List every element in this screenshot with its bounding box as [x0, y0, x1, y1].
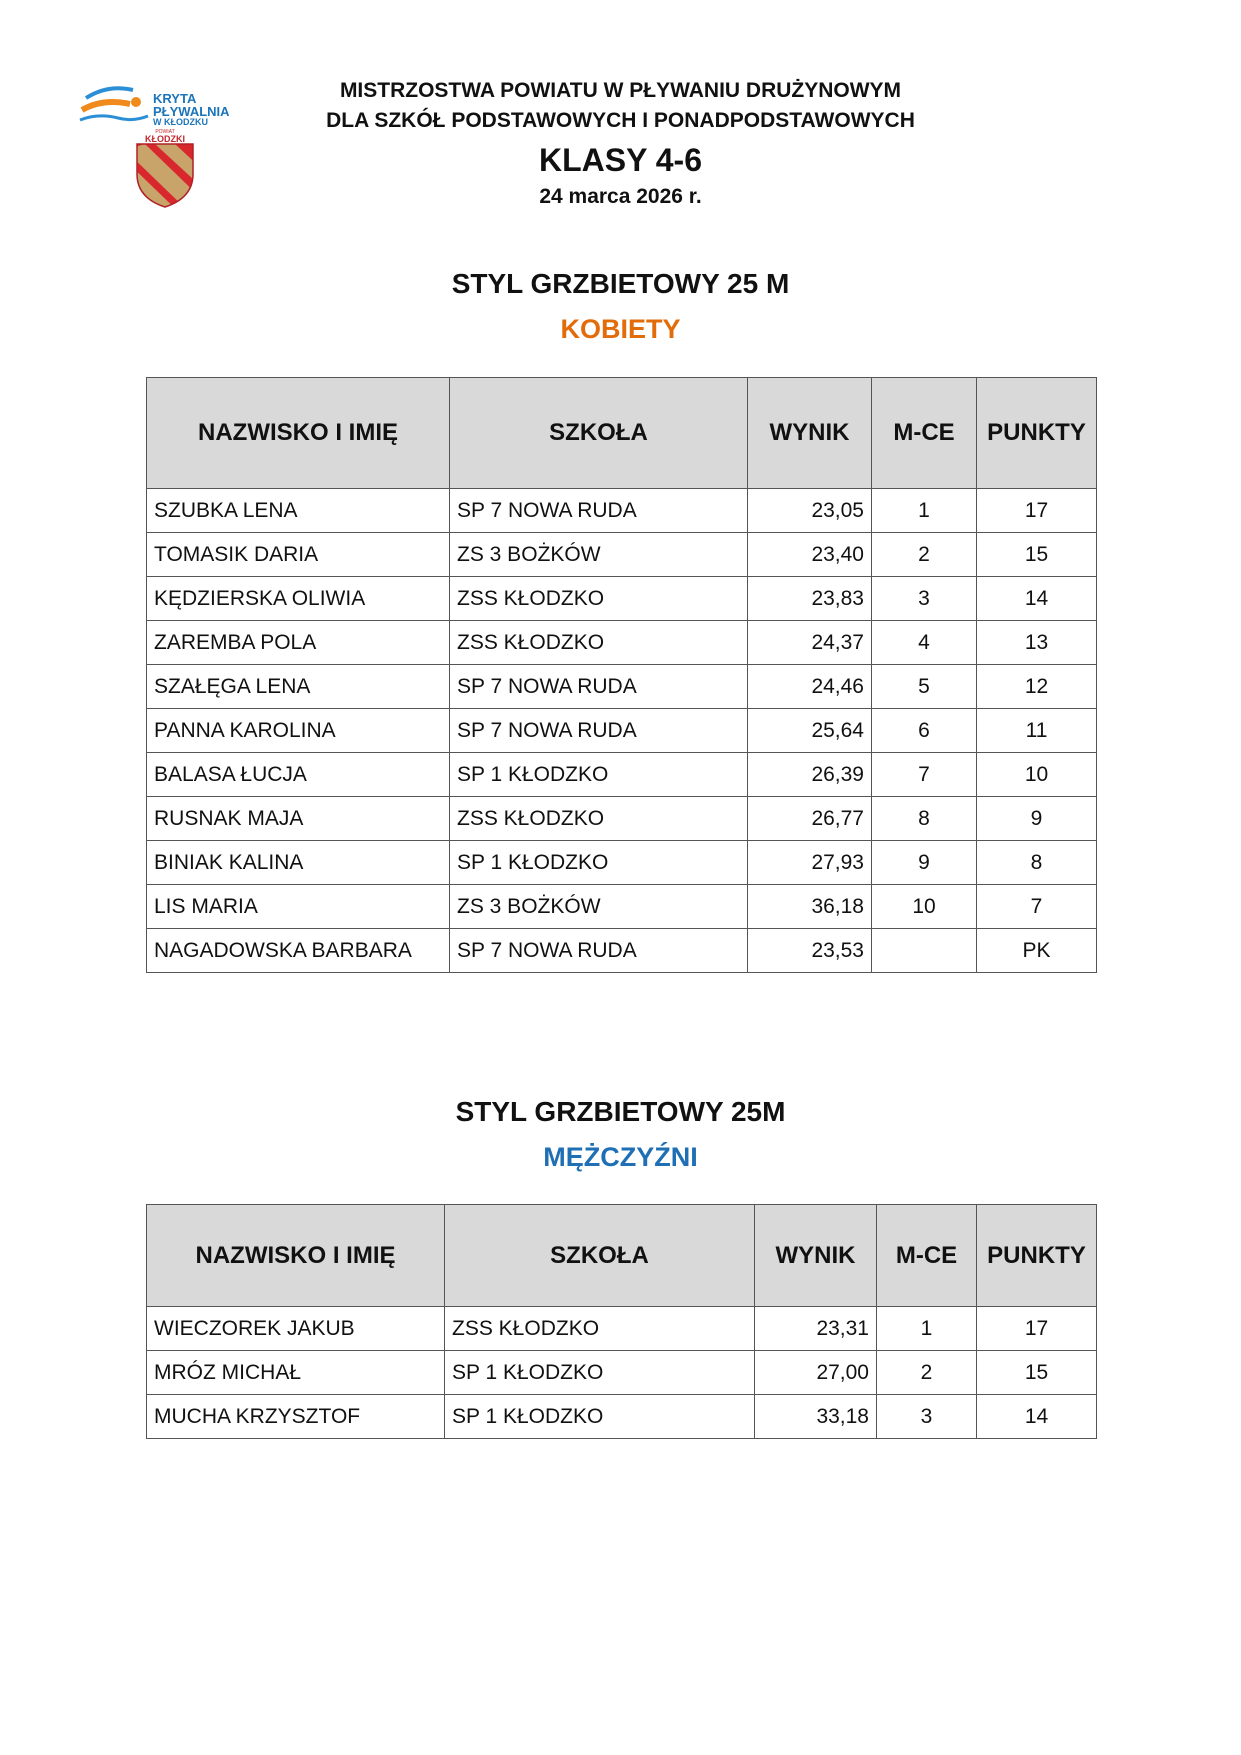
- cell-name: RUSNAK MAJA: [147, 797, 450, 841]
- table-row: [147, 709, 1097, 753]
- cell-place: 7: [872, 753, 977, 797]
- cell-points: 17: [977, 489, 1097, 533]
- cell-school: SP 7 NOWA RUDA: [450, 489, 748, 533]
- cell-place: 1: [877, 1307, 977, 1351]
- table-row: [147, 533, 1097, 577]
- cell-place: 2: [872, 533, 977, 577]
- cell-points: 9: [977, 797, 1097, 841]
- cell-result: 33,18: [755, 1395, 877, 1439]
- cell-points: 11: [977, 709, 1097, 753]
- cell-name: WIECZOREK JAKUB: [147, 1307, 445, 1351]
- table-row: [147, 797, 1097, 841]
- cell-school: ZSS KŁODZKO: [445, 1307, 755, 1351]
- cell-school: ZSS KŁODZKO: [450, 577, 748, 621]
- cell-name: ZAREMBA POLA: [147, 621, 450, 665]
- cell-place: 9: [872, 841, 977, 885]
- col-header-name: NAZWISKO I IMIĘ: [147, 1205, 445, 1307]
- table-row: [147, 1351, 1097, 1395]
- cell-result: 23,05: [748, 489, 872, 533]
- cell-name: MUCHA KRZYSZTOF: [147, 1395, 445, 1439]
- svg-text:POWIAT: POWIAT: [155, 129, 175, 135]
- col-header-name: NAZWISKO I IMIĘ: [147, 378, 450, 489]
- cell-name: BALASA ŁUCJA: [147, 753, 450, 797]
- table-row: [147, 1307, 1097, 1351]
- cell-school: SP 1 KŁODZKO: [445, 1351, 755, 1395]
- men-results-table: [146, 1204, 1097, 1439]
- cell-school: SP 1 KŁODZKO: [450, 841, 748, 885]
- cell-place: 3: [872, 577, 977, 621]
- cell-points: 14: [977, 577, 1097, 621]
- cell-result: 23,40: [748, 533, 872, 577]
- table-row: [147, 841, 1097, 885]
- cell-name: BINIAK KALINA: [147, 841, 450, 885]
- cell-result: 24,37: [748, 621, 872, 665]
- cell-place: 4: [872, 621, 977, 665]
- col-header-place: M-CE: [872, 378, 977, 489]
- cell-name: LIS MARIA: [147, 885, 450, 929]
- cell-school: SP 1 KŁODZKO: [445, 1395, 755, 1439]
- cell-points: 17: [977, 1307, 1097, 1351]
- cell-place: 10: [872, 885, 977, 929]
- cell-name: KĘDZIERSKA OLIWIA: [147, 577, 450, 621]
- cell-result: 27,00: [755, 1351, 877, 1395]
- table-header-row: [147, 378, 1097, 489]
- cell-place: [872, 929, 977, 973]
- table-row: [147, 929, 1097, 973]
- cell-points: 8: [977, 841, 1097, 885]
- women-results-table: [146, 377, 1097, 973]
- cell-points: 15: [977, 533, 1097, 577]
- cell-place: 1: [872, 489, 977, 533]
- cell-result: 26,39: [748, 753, 872, 797]
- table-row: [147, 1395, 1097, 1439]
- cell-school: ZSS KŁODZKO: [450, 621, 748, 665]
- table-header-row: [147, 1205, 1097, 1307]
- header-line1: MISTRZOSTWA POWIATU W PŁYWANIU DRUŻYNOWYM: [339, 79, 902, 102]
- cell-points: 10: [977, 753, 1097, 797]
- cell-school: SP 1 KŁODZKO: [450, 753, 748, 797]
- cell-result: 23,53: [748, 929, 872, 973]
- cell-name: SZAŁĘGA LENA: [147, 665, 450, 709]
- cell-school: SP 7 NOWA RUDA: [450, 929, 748, 973]
- col-header-points: PUNKTY: [977, 378, 1097, 489]
- cell-points: 15: [977, 1351, 1097, 1395]
- col-header-school: SZKOŁA: [450, 378, 748, 489]
- cell-result: 25,64: [748, 709, 872, 753]
- table-row: [147, 577, 1097, 621]
- cell-points: 12: [977, 665, 1097, 709]
- cell-name: MRÓZ MICHAŁ: [147, 1351, 445, 1395]
- cell-result: 24,46: [748, 665, 872, 709]
- cell-school: SP 7 NOWA RUDA: [450, 709, 748, 753]
- table-row: [147, 489, 1097, 533]
- cell-result: 36,18: [748, 885, 872, 929]
- cell-school: ZS 3 BOŻKÓW: [450, 533, 748, 577]
- cell-name: TOMASIK DARIA: [147, 533, 450, 577]
- header-line2: DLA SZKÓŁ PODSTAWOWYCH I PONADPODSTAWOWYCH: [326, 109, 915, 132]
- table-row: [147, 885, 1097, 929]
- cell-points: 14: [977, 1395, 1097, 1439]
- cell-place: 6: [872, 709, 977, 753]
- cell-name: SZUBKA LENA: [147, 489, 450, 533]
- document-header: [0, 76, 1241, 212]
- cell-result: 23,31: [755, 1307, 877, 1351]
- col-header-place: M-CE: [877, 1205, 977, 1307]
- women-section-subtitle: KOBIETY: [560, 314, 681, 344]
- header-date: 24 marca 2026 r.: [539, 185, 702, 208]
- cell-points: 7: [977, 885, 1097, 929]
- cell-result: 26,77: [748, 797, 872, 841]
- cell-name: NAGADOWSKA BARBARA: [147, 929, 450, 973]
- col-header-school: SZKOŁA: [445, 1205, 755, 1307]
- cell-school: ZSS KŁODZKO: [450, 797, 748, 841]
- cell-school: ZS 3 BOŻKÓW: [450, 885, 748, 929]
- cell-result: 27,93: [748, 841, 872, 885]
- col-header-result: WYNIK: [755, 1205, 877, 1307]
- cell-school: SP 7 NOWA RUDA: [450, 665, 748, 709]
- cell-place: 2: [877, 1351, 977, 1395]
- col-header-points: PUNKTY: [977, 1205, 1097, 1307]
- svg-text:KŁODZKI: KŁODZKI: [145, 134, 185, 144]
- cell-place: 8: [872, 797, 977, 841]
- cell-result: 23,83: [748, 577, 872, 621]
- table-row: [147, 753, 1097, 797]
- cell-place: 5: [872, 665, 977, 709]
- cell-place: 3: [877, 1395, 977, 1439]
- women-section-title: STYL GRZBIETOWY 25 M: [451, 268, 790, 299]
- cell-points: PK: [977, 929, 1097, 973]
- men-section-subtitle: MĘŻCZYŹNI: [543, 1142, 698, 1172]
- col-header-result: WYNIK: [748, 378, 872, 489]
- cell-points: 13: [977, 621, 1097, 665]
- header-klasy: KLASY 4-6: [538, 142, 702, 178]
- table-row: [147, 665, 1097, 709]
- cell-name: PANNA KAROLINA: [147, 709, 450, 753]
- table-row: [147, 621, 1097, 665]
- men-section-title: STYL GRZBIETOWY 25M: [455, 1096, 786, 1127]
- pool-logo-text: KRYTA PŁYWALNIA W KŁODZKU: [153, 91, 230, 127]
